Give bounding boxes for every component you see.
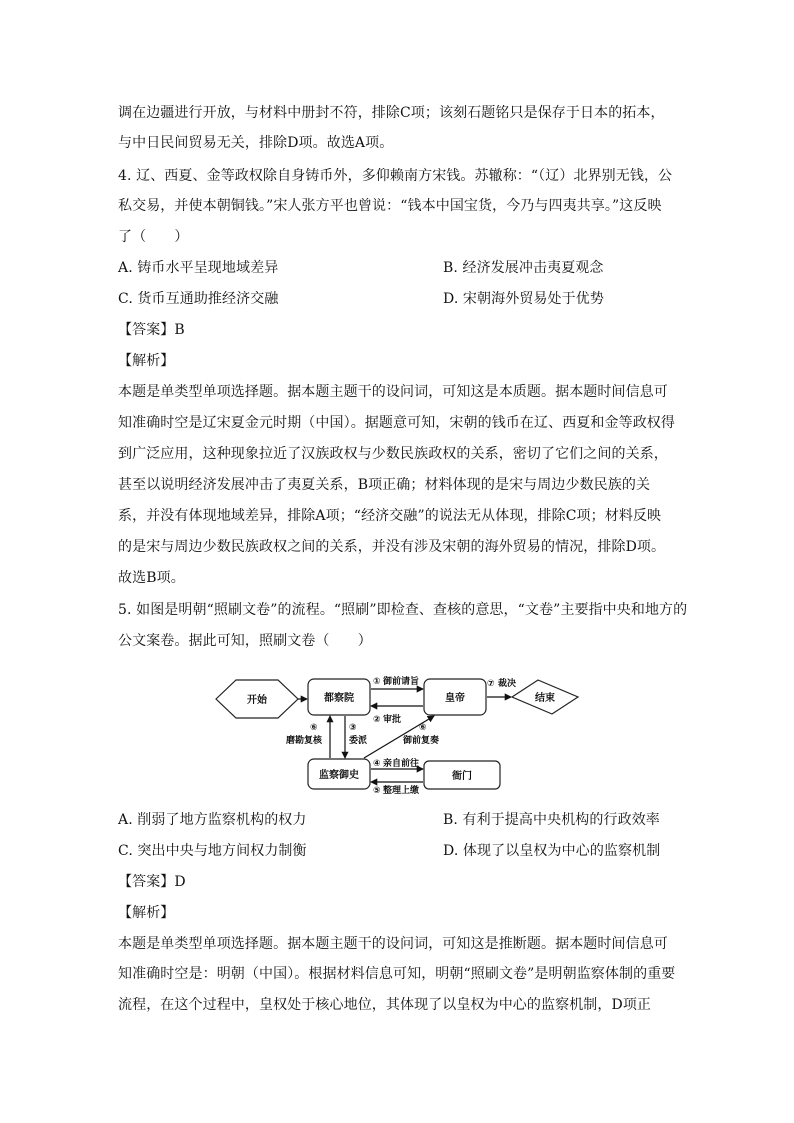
start-node-label: 开始 <box>247 695 267 706</box>
edge-7-label: 裁决 <box>498 679 517 689</box>
analysis-line: 知准确时空是辽宋夏金元时期（中国）。据题意可知，宋朝的钱币在辽、西夏和金等政权得 <box>118 415 675 431</box>
question-5-stem: 5. 如图是明朝“照刷文卷”的流程。“照刷”即检查、查核的意思，“文卷”主要指中央和地方的 <box>118 602 688 618</box>
option-c: C. 突出中央与地方间权力制衡 <box>118 843 307 859</box>
analysis-title: 【解析】 <box>118 905 175 921</box>
analysis-line: 的是宋与周边少数民族政权之间的关系，并没有涉及宋朝的海外贸易的情况，排除D项。 <box>118 539 666 555</box>
text-line: 调在边疆进行开放，与材料中册封不符，排除C项；该刻石题铭只是保存于日本的拓本， <box>118 105 665 121</box>
option-a: A. 铸币水平呈现地域差异 <box>118 260 279 276</box>
analysis-line: 知准确时空是：明朝（中国）。根据材料信息可知，明朝“照刷文卷”是明朝监察体制的重要 <box>118 966 676 982</box>
flowchart <box>212 668 582 796</box>
text-line: 与中日民间贸易无关，排除D项。故选A项。 <box>118 135 394 151</box>
question-4-stem: 了（ ） <box>118 229 189 245</box>
edge-2-label: 审批 <box>383 715 402 725</box>
analysis-line: 到广泛应用，这种现象拉近了汉族政权与少数民族政权的关系，密切了它们之间的关系， <box>118 446 668 462</box>
analysis-line: 系，并没有体现地域差异，排除A项；“经济交融”的说法无从体现，排除C项；材料反映 <box>118 508 662 524</box>
question-5-stem: 公文案卷。据此可知，照刷文卷（ ） <box>118 633 372 649</box>
analysis-line: 本题是单类型单项选择题。据本题主题干的设问词，可知这是本质题。据本题时间信息可 <box>118 384 668 400</box>
end-node-label: 结束 <box>535 693 555 704</box>
answer-label: 【答案】D <box>118 874 186 890</box>
option-a: A. 削弱了地方监察机构的权力 <box>118 812 307 828</box>
option-b: B. 经济发展冲击夷夏观念 <box>443 260 604 276</box>
edge-6b-label: 御前复奏 <box>403 736 440 746</box>
edge-3-label: 委派 <box>349 736 368 746</box>
analysis-line: 甚至以说明经济发展冲击了夷夏关系，B项正确；材料体现的是宋与周边少数民族的关 <box>118 477 651 493</box>
yamen-node-label: 衙门 <box>452 771 472 782</box>
option-d: D. 体现了以皇权为中心的监察机制 <box>443 843 661 859</box>
edge-5-label: 整理上缴 <box>383 786 420 796</box>
edge-4-num: ④ <box>373 759 381 769</box>
edge-6a-num: ⑥ <box>310 723 318 733</box>
option-d: D. 宋朝海外贸易处于优势 <box>443 291 604 307</box>
edge-5-num: ⑤ <box>373 786 381 796</box>
edge-6b-num: ⑥ <box>419 723 427 733</box>
edge-1-num: ① <box>373 677 381 687</box>
edge-7-num: ⑦ <box>487 679 495 689</box>
analysis-line: 故选B项。 <box>118 570 185 586</box>
analysis-title: 【解析】 <box>118 353 175 369</box>
question-4-stem: 私交易，并使本朝铜钱。”宋人张方平也曾说：“钱本中国宝货，今乃与四夷共享。”这反映 <box>118 198 662 214</box>
question-4-stem: 4. 辽、西夏、金等政权除自身铸币外，多仰赖南方宋钱。苏辙称：“（辽）北界别无钱，公 <box>118 168 673 184</box>
option-c: C. 货币互通助推经济交融 <box>118 291 279 307</box>
edge-3-num: ③ <box>349 723 357 733</box>
huangdi-node-label: 皇帝 <box>445 693 465 704</box>
jianchayushi-node-label: 监察御史 <box>319 770 359 781</box>
duchayuan-node-label: 都察院 <box>324 693 354 704</box>
edge-1-label: 御前请旨 <box>383 677 420 687</box>
edge-2-num: ② <box>373 715 381 725</box>
edge-6a-label: 磨勘复核 <box>286 736 323 746</box>
analysis-line: 本题是单类型单项选择题。据本题主题干的设问词，可知这是推断题。据本题时间信息可 <box>118 936 668 952</box>
answer-label: 【答案】B <box>118 322 185 338</box>
option-b: B. 有利于提高中央机构的行政效率 <box>443 812 660 828</box>
analysis-line: 流程，在这个过程中，皇权处于核心地位，其体现了以皇权为中心的监察机制，D项正 <box>118 997 652 1013</box>
edge-4-label: 亲自前往 <box>383 759 420 769</box>
